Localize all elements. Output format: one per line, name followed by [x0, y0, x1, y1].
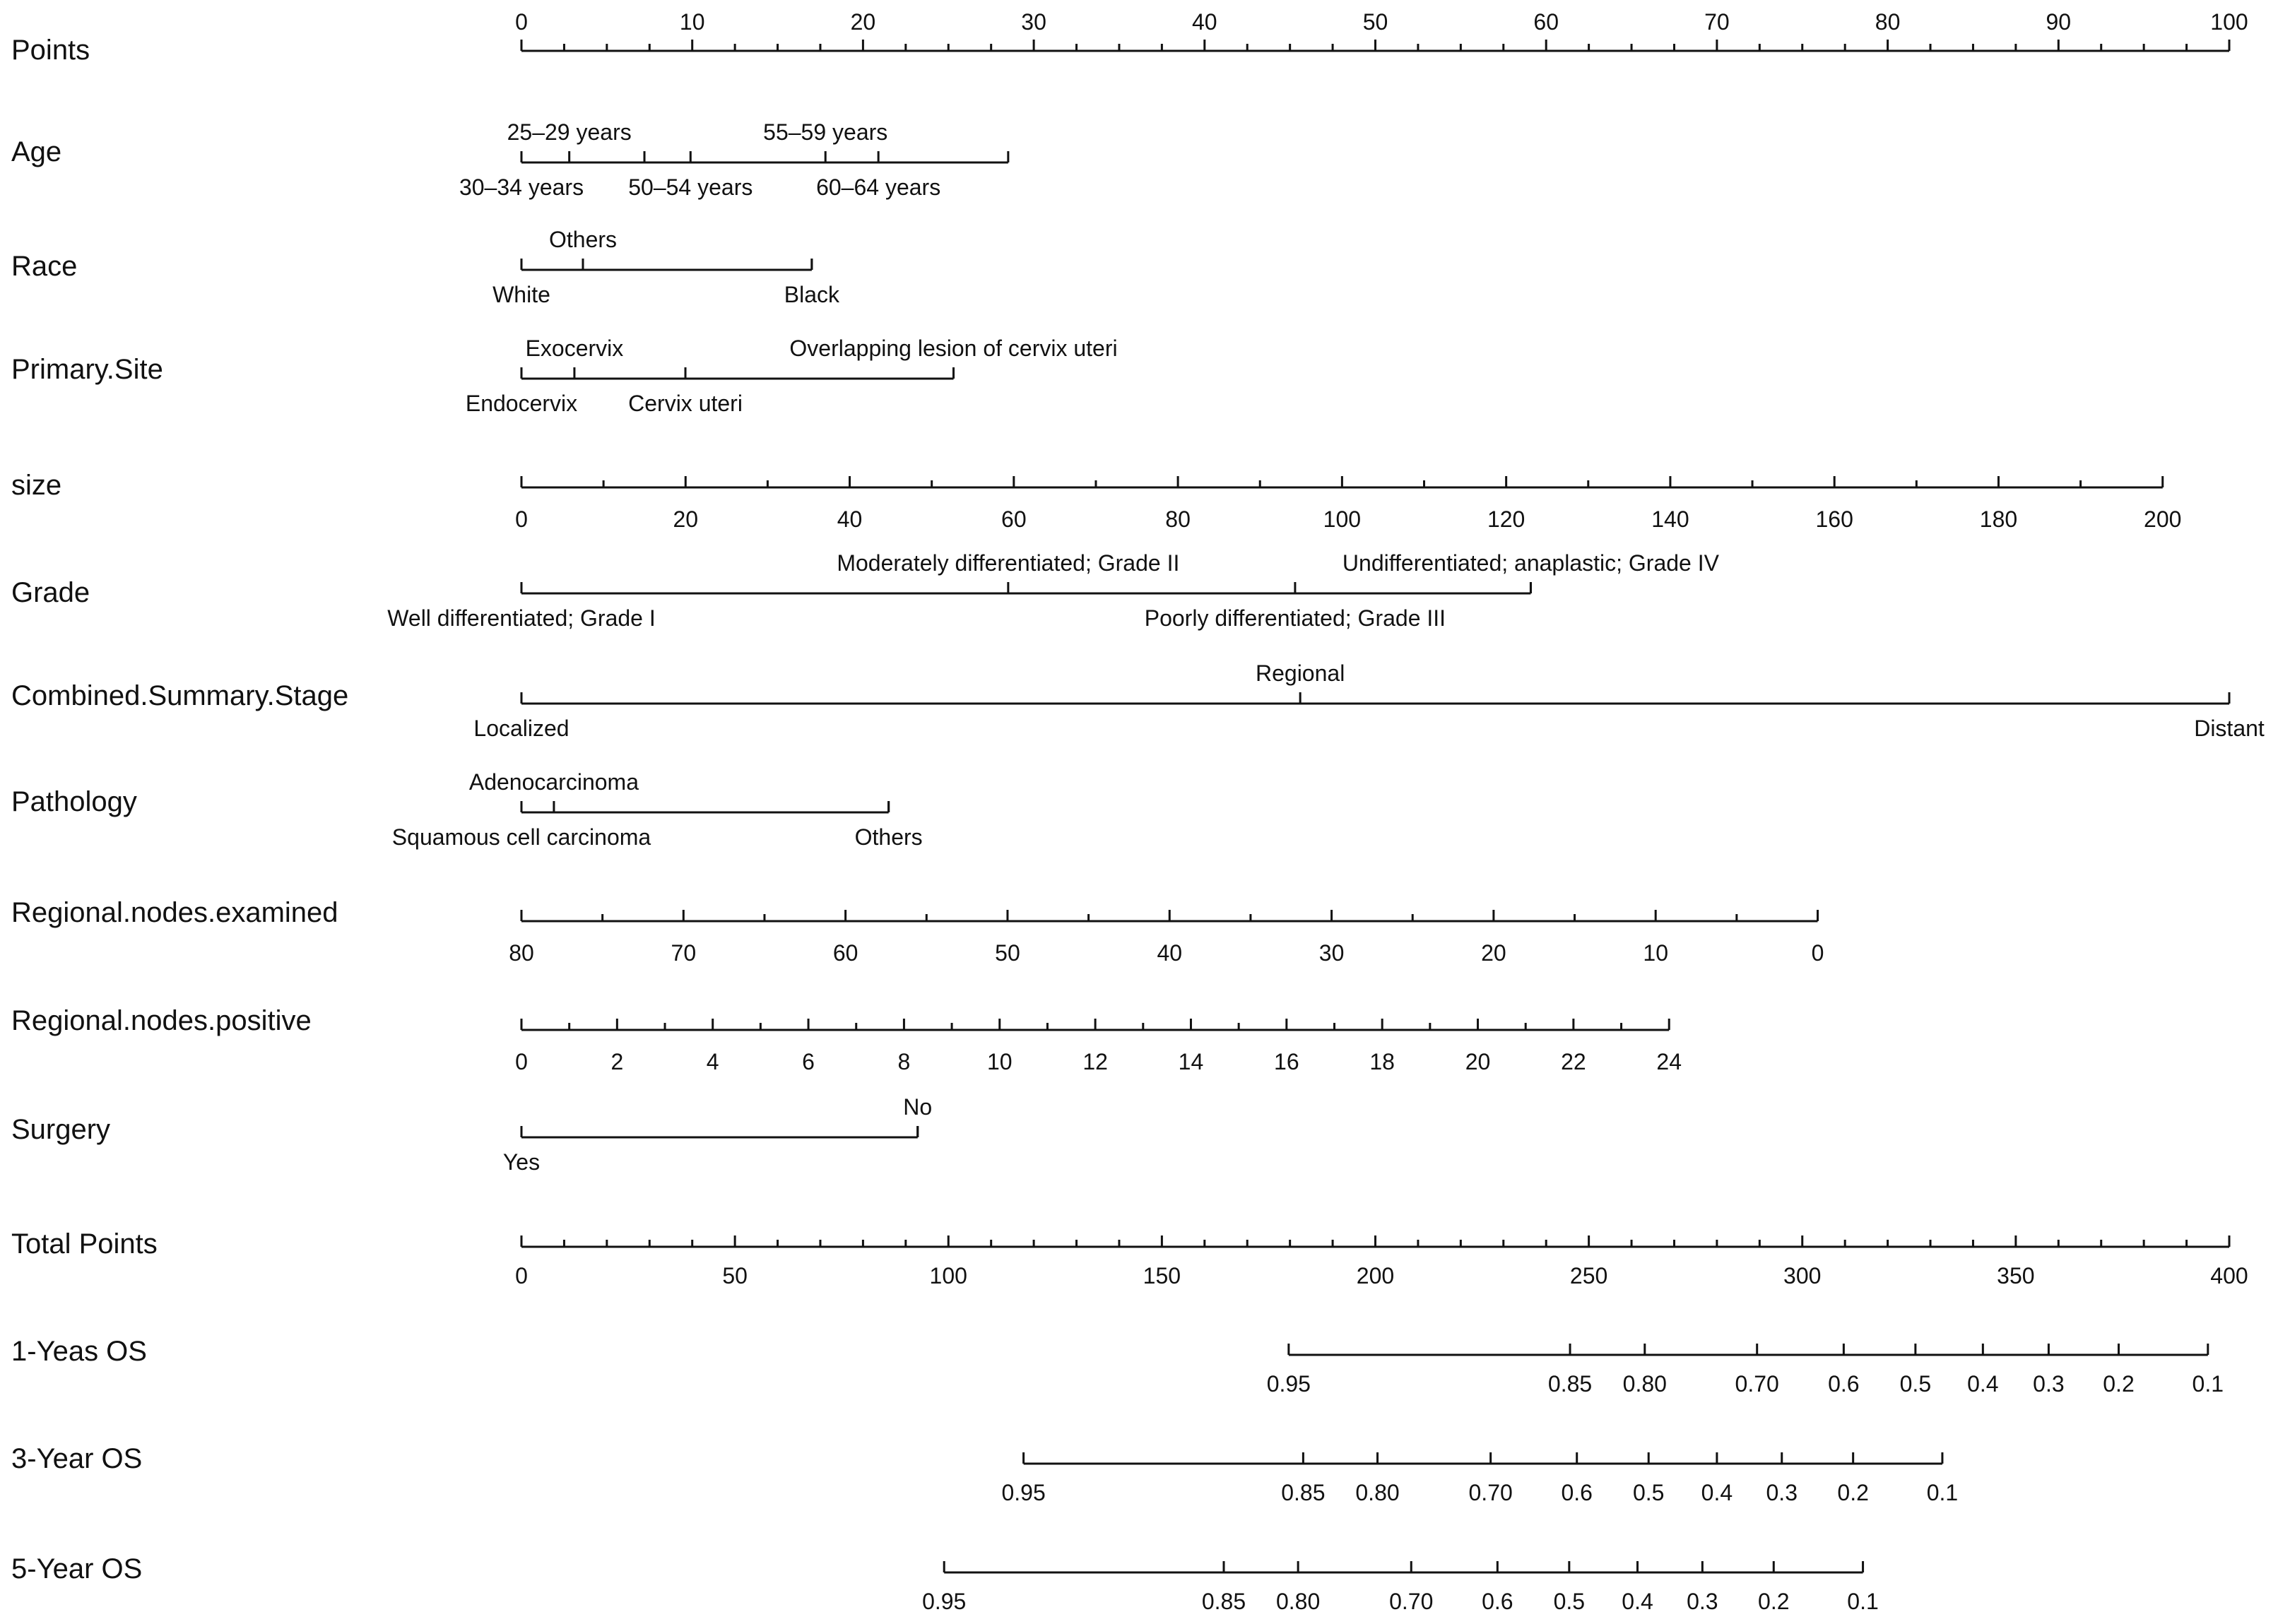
size-tick-label: 40 — [837, 506, 863, 532]
row-label-regional-nodes-positive: Regional.nodes.positive — [11, 1005, 312, 1036]
size-tick-label: 160 — [1815, 506, 1853, 532]
total-points-tick-label: 0 — [515, 1263, 528, 1288]
survival-2-tick-label: 0.70 — [1468, 1480, 1513, 1505]
age-level-label: 25–29 years — [507, 119, 632, 145]
race-level-label: Black — [784, 282, 840, 307]
regional-nodes-examined-tick-label: 20 — [1481, 940, 1506, 966]
age-level-label: 30–34 years — [459, 174, 584, 200]
regional-nodes-examined-tick-label: 80 — [509, 940, 534, 966]
race-level-label: White — [492, 282, 550, 307]
regional-nodes-examined-tick-label: 60 — [832, 940, 858, 966]
regional-nodes-examined-tick-label: 0 — [1811, 940, 1824, 966]
survival-1-tick-label: 0.85 — [1547, 1371, 1593, 1397]
points-tick-label: 80 — [1875, 9, 1901, 35]
size-tick-label: 180 — [1979, 506, 2018, 532]
points-tick-label: 90 — [2046, 9, 2072, 35]
points-tick-label: 70 — [1704, 9, 1730, 35]
survival-3-tick-label: 0.4 — [1622, 1589, 1653, 1614]
regional-nodes-examined-tick-label: 10 — [1643, 940, 1668, 966]
points-tick-label: 10 — [679, 9, 705, 35]
survival-2-tick-label: 0.80 — [1355, 1480, 1400, 1505]
points-tick-label: 100 — [2210, 9, 2248, 35]
survival-2-tick-label: 0.95 — [1001, 1480, 1046, 1505]
survival-1-tick-label: 0.1 — [2192, 1371, 2224, 1397]
survival-3-tick-label: 0.1 — [1847, 1589, 1879, 1614]
grade-level-label: Moderately differentiated; Grade II — [837, 550, 1180, 576]
row-label-grade: Grade — [11, 577, 90, 608]
row-label-surgery: Surgery — [11, 1114, 111, 1145]
regional-nodes-examined-tick-label: 70 — [671, 940, 697, 966]
primary-site-level-label: Overlapping lesion of cervix uteri — [789, 336, 1118, 361]
survival-2-tick-label: 0.1 — [1926, 1480, 1959, 1505]
size-tick-label: 200 — [2144, 506, 2182, 532]
pathology-level-label: Others — [854, 824, 923, 850]
points-tick-label: 0 — [515, 9, 528, 35]
row-label-pathology: Pathology — [11, 786, 137, 817]
total-points-tick-label: 150 — [1143, 1263, 1181, 1288]
combined-summary-stage-level-label: Regional — [1255, 660, 1345, 686]
survival-2-tick-label: 0.85 — [1281, 1480, 1326, 1505]
total-points-label: Total Points — [11, 1228, 158, 1260]
grade-level-label: Undifferentiated; anaplastic; Grade IV — [1342, 550, 1719, 576]
survival-3-tick-label: 0.5 — [1553, 1589, 1586, 1614]
pathology-level-label: Adenocarcinoma — [468, 769, 639, 795]
regional-nodes-positive-tick-label: 22 — [1561, 1049, 1586, 1074]
primary-site-level-label: Exocervix — [525, 336, 624, 361]
survival-3-tick-label: 0.6 — [1482, 1589, 1513, 1614]
survival-2-tick-label: 0.5 — [1632, 1480, 1665, 1505]
total-points-tick-label: 350 — [1997, 1263, 2035, 1288]
survival-3-label: 5-Year OS — [11, 1553, 143, 1584]
grade-level-label: Well differentiated; Grade I — [387, 605, 656, 631]
surgery-level-label: No — [903, 1094, 933, 1120]
regional-nodes-examined-tick-label: 30 — [1318, 940, 1345, 966]
total-points-tick-label: 50 — [722, 1263, 748, 1288]
points-tick-label: 30 — [1021, 9, 1046, 35]
points-tick-label: 60 — [1533, 9, 1559, 35]
regional-nodes-positive-tick-label: 2 — [610, 1049, 624, 1074]
row-label-regional-nodes-examined: Regional.nodes.examined — [11, 897, 338, 928]
total-points-tick-label: 300 — [1783, 1263, 1822, 1288]
survival-3-tick-label: 0.80 — [1275, 1589, 1321, 1614]
survival-3-tick-label: 0.3 — [1687, 1589, 1718, 1614]
survival-2-tick-label: 0.4 — [1701, 1480, 1733, 1505]
primary-site-level-label: Endocervix — [465, 391, 578, 416]
total-points-tick-label: 200 — [1356, 1263, 1395, 1288]
total-points-tick-label: 250 — [1569, 1263, 1608, 1288]
survival-1-tick-label: 0.95 — [1266, 1371, 1311, 1397]
surgery-level-label: Yes — [502, 1149, 541, 1175]
survival-1-tick-label: 0.70 — [1735, 1371, 1779, 1397]
survival-1-tick-label: 0.80 — [1622, 1371, 1667, 1397]
regional-nodes-positive-tick-label: 20 — [1465, 1049, 1491, 1074]
survival-3-tick-label: 0.95 — [922, 1589, 967, 1614]
survival-1-label: 1-Yeas OS — [11, 1336, 147, 1367]
row-label-combined-summary-stage: Combined.Summary.Stage — [11, 680, 349, 711]
age-level-label: 55–59 years — [763, 119, 888, 145]
total-points-tick-label: 400 — [2210, 1263, 2248, 1288]
survival-2-tick-label: 0.6 — [1561, 1480, 1593, 1505]
age-level-label: 60–64 years — [816, 174, 941, 200]
survival-1-tick-label: 0.4 — [1967, 1371, 1999, 1397]
row-label-race: Race — [11, 251, 78, 282]
pathology-level-label: Squamous cell carcinoma — [391, 824, 651, 850]
size-tick-label: 140 — [1651, 506, 1689, 532]
regional-nodes-examined-tick-label: 50 — [995, 940, 1020, 966]
size-tick-label: 80 — [1165, 506, 1191, 532]
points-tick-label: 20 — [850, 9, 876, 35]
survival-2-tick-label: 0.2 — [1837, 1480, 1869, 1505]
total-points-tick-label: 100 — [929, 1263, 967, 1288]
survival-3-tick-label: 0.2 — [1758, 1589, 1790, 1614]
regional-nodes-positive-tick-label: 12 — [1082, 1049, 1108, 1074]
grade-level-label: Poorly differentiated; Grade III — [1144, 605, 1446, 631]
regional-nodes-positive-tick-label: 14 — [1178, 1049, 1204, 1074]
survival-2-label: 3-Year OS — [11, 1443, 143, 1474]
regional-nodes-positive-tick-label: 18 — [1369, 1049, 1395, 1074]
survival-2-tick-label: 0.3 — [1766, 1480, 1798, 1505]
points-tick-label: 50 — [1362, 9, 1388, 35]
regional-nodes-positive-tick-label: 8 — [897, 1049, 911, 1074]
survival-1-tick-label: 0.3 — [2033, 1371, 2065, 1397]
primary-site-level-label: Cervix uteri — [628, 391, 743, 416]
regional-nodes-positive-tick-label: 10 — [986, 1049, 1013, 1074]
survival-1-tick-label: 0.6 — [1828, 1371, 1860, 1397]
points-tick-label: 40 — [1192, 9, 1217, 35]
size-tick-label: 120 — [1487, 506, 1525, 532]
row-label-primary-site: Primary.Site — [11, 354, 163, 385]
age-level-label: 50–54 years — [628, 174, 753, 200]
regional-nodes-positive-tick-label: 6 — [802, 1049, 815, 1074]
points-label: Points — [11, 35, 90, 66]
regional-nodes-positive-tick-label: 24 — [1656, 1049, 1682, 1074]
regional-nodes-positive-tick-label: 4 — [706, 1049, 719, 1074]
combined-summary-stage-level-label: Distant — [2194, 716, 2265, 741]
size-tick-label: 60 — [1001, 506, 1027, 532]
row-label-size: size — [11, 470, 62, 501]
regional-nodes-examined-tick-label: 40 — [1157, 940, 1183, 966]
regional-nodes-positive-tick-label: 16 — [1274, 1049, 1299, 1074]
race-level-label: Others — [548, 227, 618, 252]
survival-1-tick-label: 0.2 — [2103, 1371, 2135, 1397]
size-tick-label: 100 — [1323, 506, 1362, 532]
survival-3-tick-label: 0.70 — [1389, 1589, 1434, 1614]
size-tick-label: 0 — [515, 506, 528, 532]
survival-1-tick-label: 0.5 — [1899, 1371, 1932, 1397]
regional-nodes-positive-tick-label: 0 — [515, 1049, 528, 1074]
combined-summary-stage-level-label: Localized — [473, 716, 570, 741]
survival-3-tick-label: 0.85 — [1201, 1589, 1246, 1614]
row-label-age: Age — [11, 136, 62, 167]
size-tick-label: 20 — [673, 506, 699, 532]
